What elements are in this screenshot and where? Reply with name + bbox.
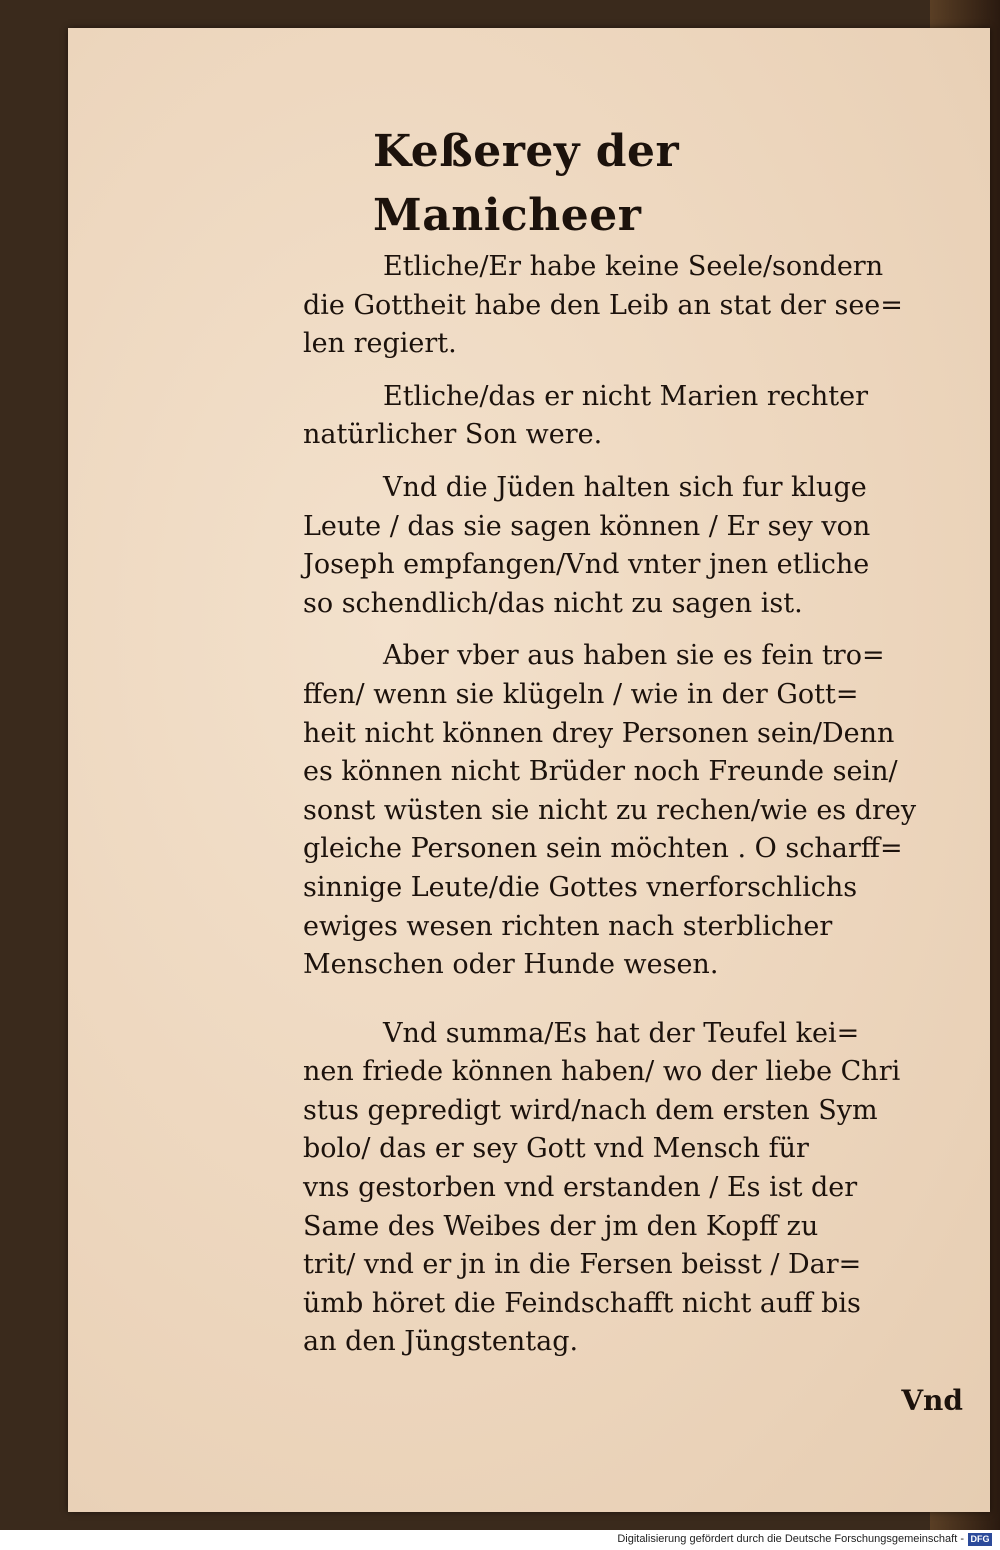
paragraph-4 [303,637,963,984]
text-line: so schendlich/das nicht zu sagen ist. [303,587,803,619]
text-line: trit/ vnd er jn in die Fersen beisst / Dar= [303,1249,862,1281]
text-line: die Gottheit habe den Leib an stat der see= [303,289,903,321]
digitization-footer [0,1530,1000,1550]
text-line: gleiche Personen sein möchten . O scharff= [303,833,903,865]
text-line: ewiges wesen richten nach sterblicher [303,910,833,942]
text-line: sonst wüsten sie nicht zu rechen/wie es drey [303,794,917,826]
catchword: Vnd [901,1384,963,1418]
text-line: Etliche/das er nicht Marien rechter [383,380,869,412]
text-line: bolo/ das er sey Gott vnd Mensch für [303,1133,809,1165]
dfg-logo-icon: DFG [968,1533,992,1546]
text-line: an den Jüngstentag. [303,1326,579,1358]
page-text-block [303,120,963,1417]
paragraph-5 [303,1015,963,1362]
text-line: vns gestorben vnd erstanden / Es ist der [303,1172,858,1204]
text-line: nen friede können haben/ wo der liebe Chri [303,1056,901,1088]
book-page [68,28,990,1512]
text-line: es können nicht Brüder noch Freunde sein/ [303,756,898,788]
text-line: Menschen oder Hunde wesen. [303,949,719,981]
text-line: Leute / das sie sagen können / Er sey von [303,510,871,542]
text-line: natürlicher Son were. [303,419,603,451]
paragraph-1 [303,248,963,364]
text-line: ffen/ wenn sie klügeln / wie in der Gott= [303,678,859,710]
text-line: stus gepredigt wird/nach dem ersten Sym [303,1094,878,1126]
text-line: sinnige Leute/die Gottes vnerforschlichs [303,871,858,903]
text-line: Aber vber aus haben sie es fein tro= [383,640,885,672]
text-line: Same des Weibes der jm den Kopff zu [303,1210,819,1242]
text-line: heit nicht können drey Personen sein/Denn [303,717,895,749]
paragraph-2 [303,378,963,455]
footer-credit: Digitalisierung gefördert durch die Deutsche Forschungsgemeinschaft - [617,1533,964,1545]
text-line: Vnd die Jüden halten sich fur kluge [383,471,867,503]
text-line: ümb höret die Feindschafft nicht auff bis [303,1287,861,1319]
paragraph-3 [303,469,963,623]
text-line: Etliche/Er habe keine Seele/sondern [383,251,884,282]
page-heading: Keßerey der Manicheer [373,126,680,241]
text-line: len regiert. [303,328,457,360]
text-line: Joseph empfangen/Vnd vnter jnen etliche [303,549,870,581]
text-line: Vnd summa/Es hat der Teufel kei= [383,1017,860,1049]
